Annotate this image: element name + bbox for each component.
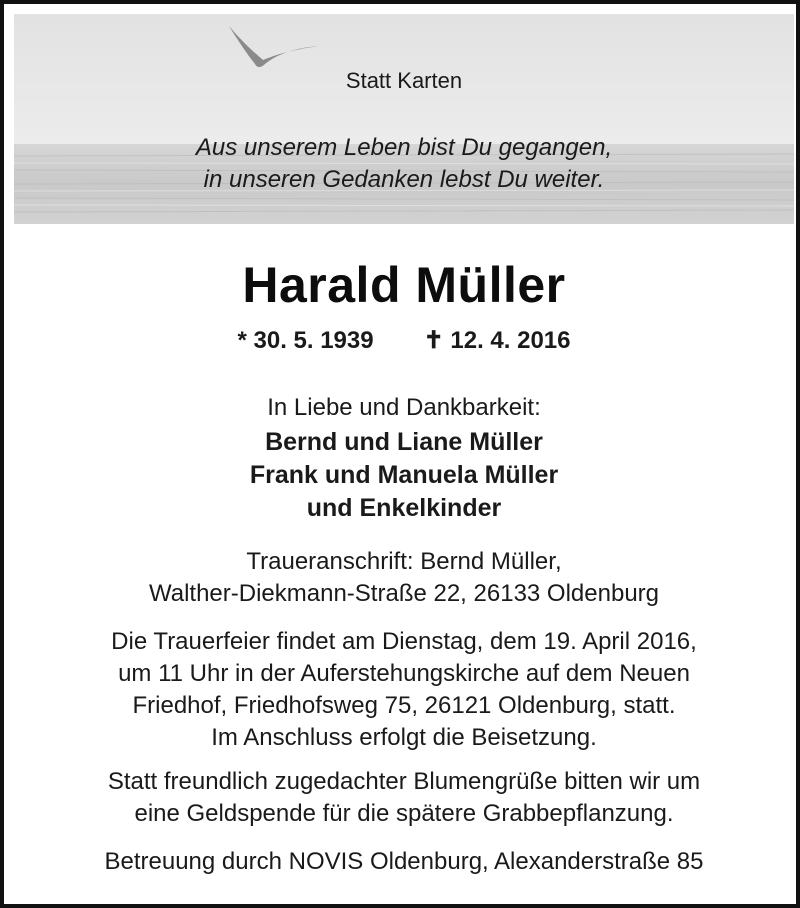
mourner-name: Frank und Manuela Müller <box>249 461 559 489</box>
flowers-line: eine Geldspende für die spätere Grabbepflanzung. <box>134 800 674 827</box>
flowers-line: Statt freundlich zugedachter Blumengrüße bitten wir um <box>107 768 701 795</box>
ceremony-line: Die Trauerfeier findet am Dienstag, dem 19. April 2016, <box>111 628 697 655</box>
poem-line-2: in unseren Gedanken lebst Du weiter. <box>203 166 605 193</box>
death-date: ✝ 12. 4. 2016 <box>423 327 571 354</box>
ceremony-line: Friedhof, Friedhofsweg 75, 26121 Oldenburg, statt. <box>132 692 676 719</box>
poem-line-1: Aus unserem Leben bist Du gegangen, <box>195 134 613 161</box>
mourner-name: Bernd und Liane Müller <box>265 428 543 456</box>
address-line: Walther-Diekmann-Straße 22, 26133 Oldenburg <box>148 580 660 607</box>
deceased-name: Harald Müller <box>242 257 566 313</box>
address-line: Traueranschrift: Bernd Müller, <box>246 548 562 575</box>
ceremony-line: um 11 Uhr in der Auferstehungskirche auf dem Neuen <box>118 660 690 687</box>
statt-karten-label: Statt Karten <box>345 68 463 93</box>
ceremony-line: Im Anschluss erfolgt die Beisetzung. <box>211 724 597 751</box>
undertaker-line: Betreuung durch NOVIS Oldenburg, Alexanderstraße 85 <box>104 848 704 875</box>
life-dates <box>4 326 800 355</box>
mourner-name: und Enkelkinder <box>306 494 502 522</box>
seagull-icon <box>229 24 329 74</box>
mourners-intro: In Liebe und Dankbarkeit: <box>267 394 541 421</box>
birth-date: * 30. 5. 1939 <box>237 327 374 354</box>
